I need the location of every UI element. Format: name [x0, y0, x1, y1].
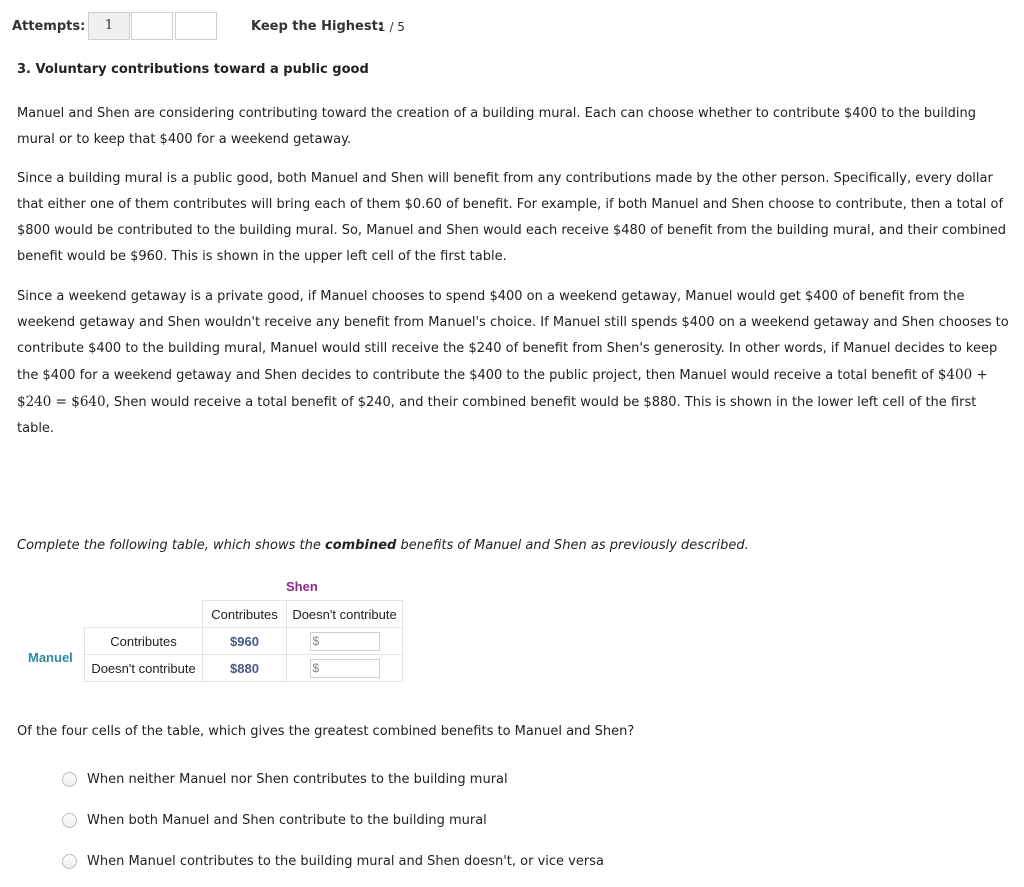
paragraph-public-good: Since a building mural is a public good, both Manuel and Shen will benefit from any contributions made by the other person. Specifically, every dollar that either one of them contributes will bring each of them $0.60 of benefit. For example, if both Manuel and Shen choose to contribute, then a total of $800 would be contributed to the building mural. So, Manuel and Shen would each receive $480 of benefit from the building mural, and their combined benefit would be $960. This is shown in the upper left cell of the first table.	[17, 171, 1007, 264]
instruction-text: Complete the following table, which shows the	[17, 538, 325, 553]
option-label[interactable]: When both Manuel and Shen contribute to the building mural	[87, 813, 487, 828]
table-row	[85, 628, 403, 655]
combined-benefit-input[interactable]	[310, 632, 380, 651]
column-header: Contributes	[203, 601, 287, 628]
radio-button[interactable]	[62, 813, 77, 828]
attempts-bar	[10, 12, 610, 42]
column-header: Doesn't contribute	[287, 601, 403, 628]
row-header: Doesn't contribute	[85, 655, 203, 682]
table-instruction	[17, 538, 749, 553]
paragraph-text: Since a weekend getaway is a private good, if Manuel chooses to spend $400 on a weekend getaway, Manuel would get $400 of benefit from the weekend getaway and Shen wouldn't receive any benefit from Manuel's choice. If Manuel still spends $400 on a weekend getaway and Shen chooses to contribute $400 to the building mural, Manuel would still receive the $240 of benefit from Shen's generosity. In other words, if Manuel decides to keep the $400 for a weekend getaway and Shen decides to contribute the $400 to the public project, then Manuel would receive a total benefit of	[17, 289, 1009, 383]
keep-highest-value: 1 / 5	[378, 20, 405, 34]
cell-value: $880	[203, 655, 287, 682]
table-row	[85, 655, 403, 682]
row-header: Contributes	[85, 628, 203, 655]
paragraph-private-good	[17, 284, 1013, 442]
cell-value: $960	[203, 628, 287, 655]
instruction-emphasis: combined	[325, 538, 397, 553]
paragraph-intro: Manuel and Shen are considering contributing toward the creation of a building mural. Each can choose whether to contribute $400 to the building mural or to keep that $400 for a weekend getaway.	[17, 106, 976, 147]
option-label[interactable]: When neither Manuel nor Shen contributes to the building mural	[87, 772, 508, 787]
keep-highest-label: Keep the Highest:	[251, 19, 383, 34]
dollar-prefix: $	[312, 660, 320, 675]
attempt-box-2	[131, 12, 173, 40]
table-cell	[287, 628, 403, 655]
row-player-label: Manuel	[28, 650, 73, 665]
dollar-prefix: $	[312, 633, 320, 648]
payoff-table	[84, 600, 403, 682]
paragraph-text: , Shen would receive a total benefit of $240, and their combined benefit would be $880. This is shown in the lower left cell of the first table.	[17, 395, 977, 436]
table-cell	[287, 655, 403, 682]
option-label[interactable]: When Manuel contributes to the building mural and Shen doesn't, or vice versa	[87, 854, 604, 869]
radio-button[interactable]	[62, 854, 77, 869]
table-corner	[85, 601, 203, 628]
attempt-box-3	[175, 12, 217, 40]
question-prompt: Of the four cells of the table, which gives the greatest combined benefits to Manuel and Shen?	[17, 724, 635, 739]
radio-button[interactable]	[62, 772, 77, 787]
column-player-label: Shen	[286, 579, 318, 594]
attempt-number: 1	[104, 18, 114, 33]
question-title: 3. Voluntary contributions toward a public good	[17, 62, 369, 77]
combined-benefit-input[interactable]	[310, 659, 380, 678]
attempt-box-1	[88, 12, 130, 40]
table-header-row	[85, 601, 403, 628]
attempts-label: Attempts:	[12, 19, 86, 34]
instruction-text: benefits of Manuel and Shen as previously described.	[396, 538, 749, 553]
math-expression: $400 + $240 = $640	[17, 367, 988, 410]
